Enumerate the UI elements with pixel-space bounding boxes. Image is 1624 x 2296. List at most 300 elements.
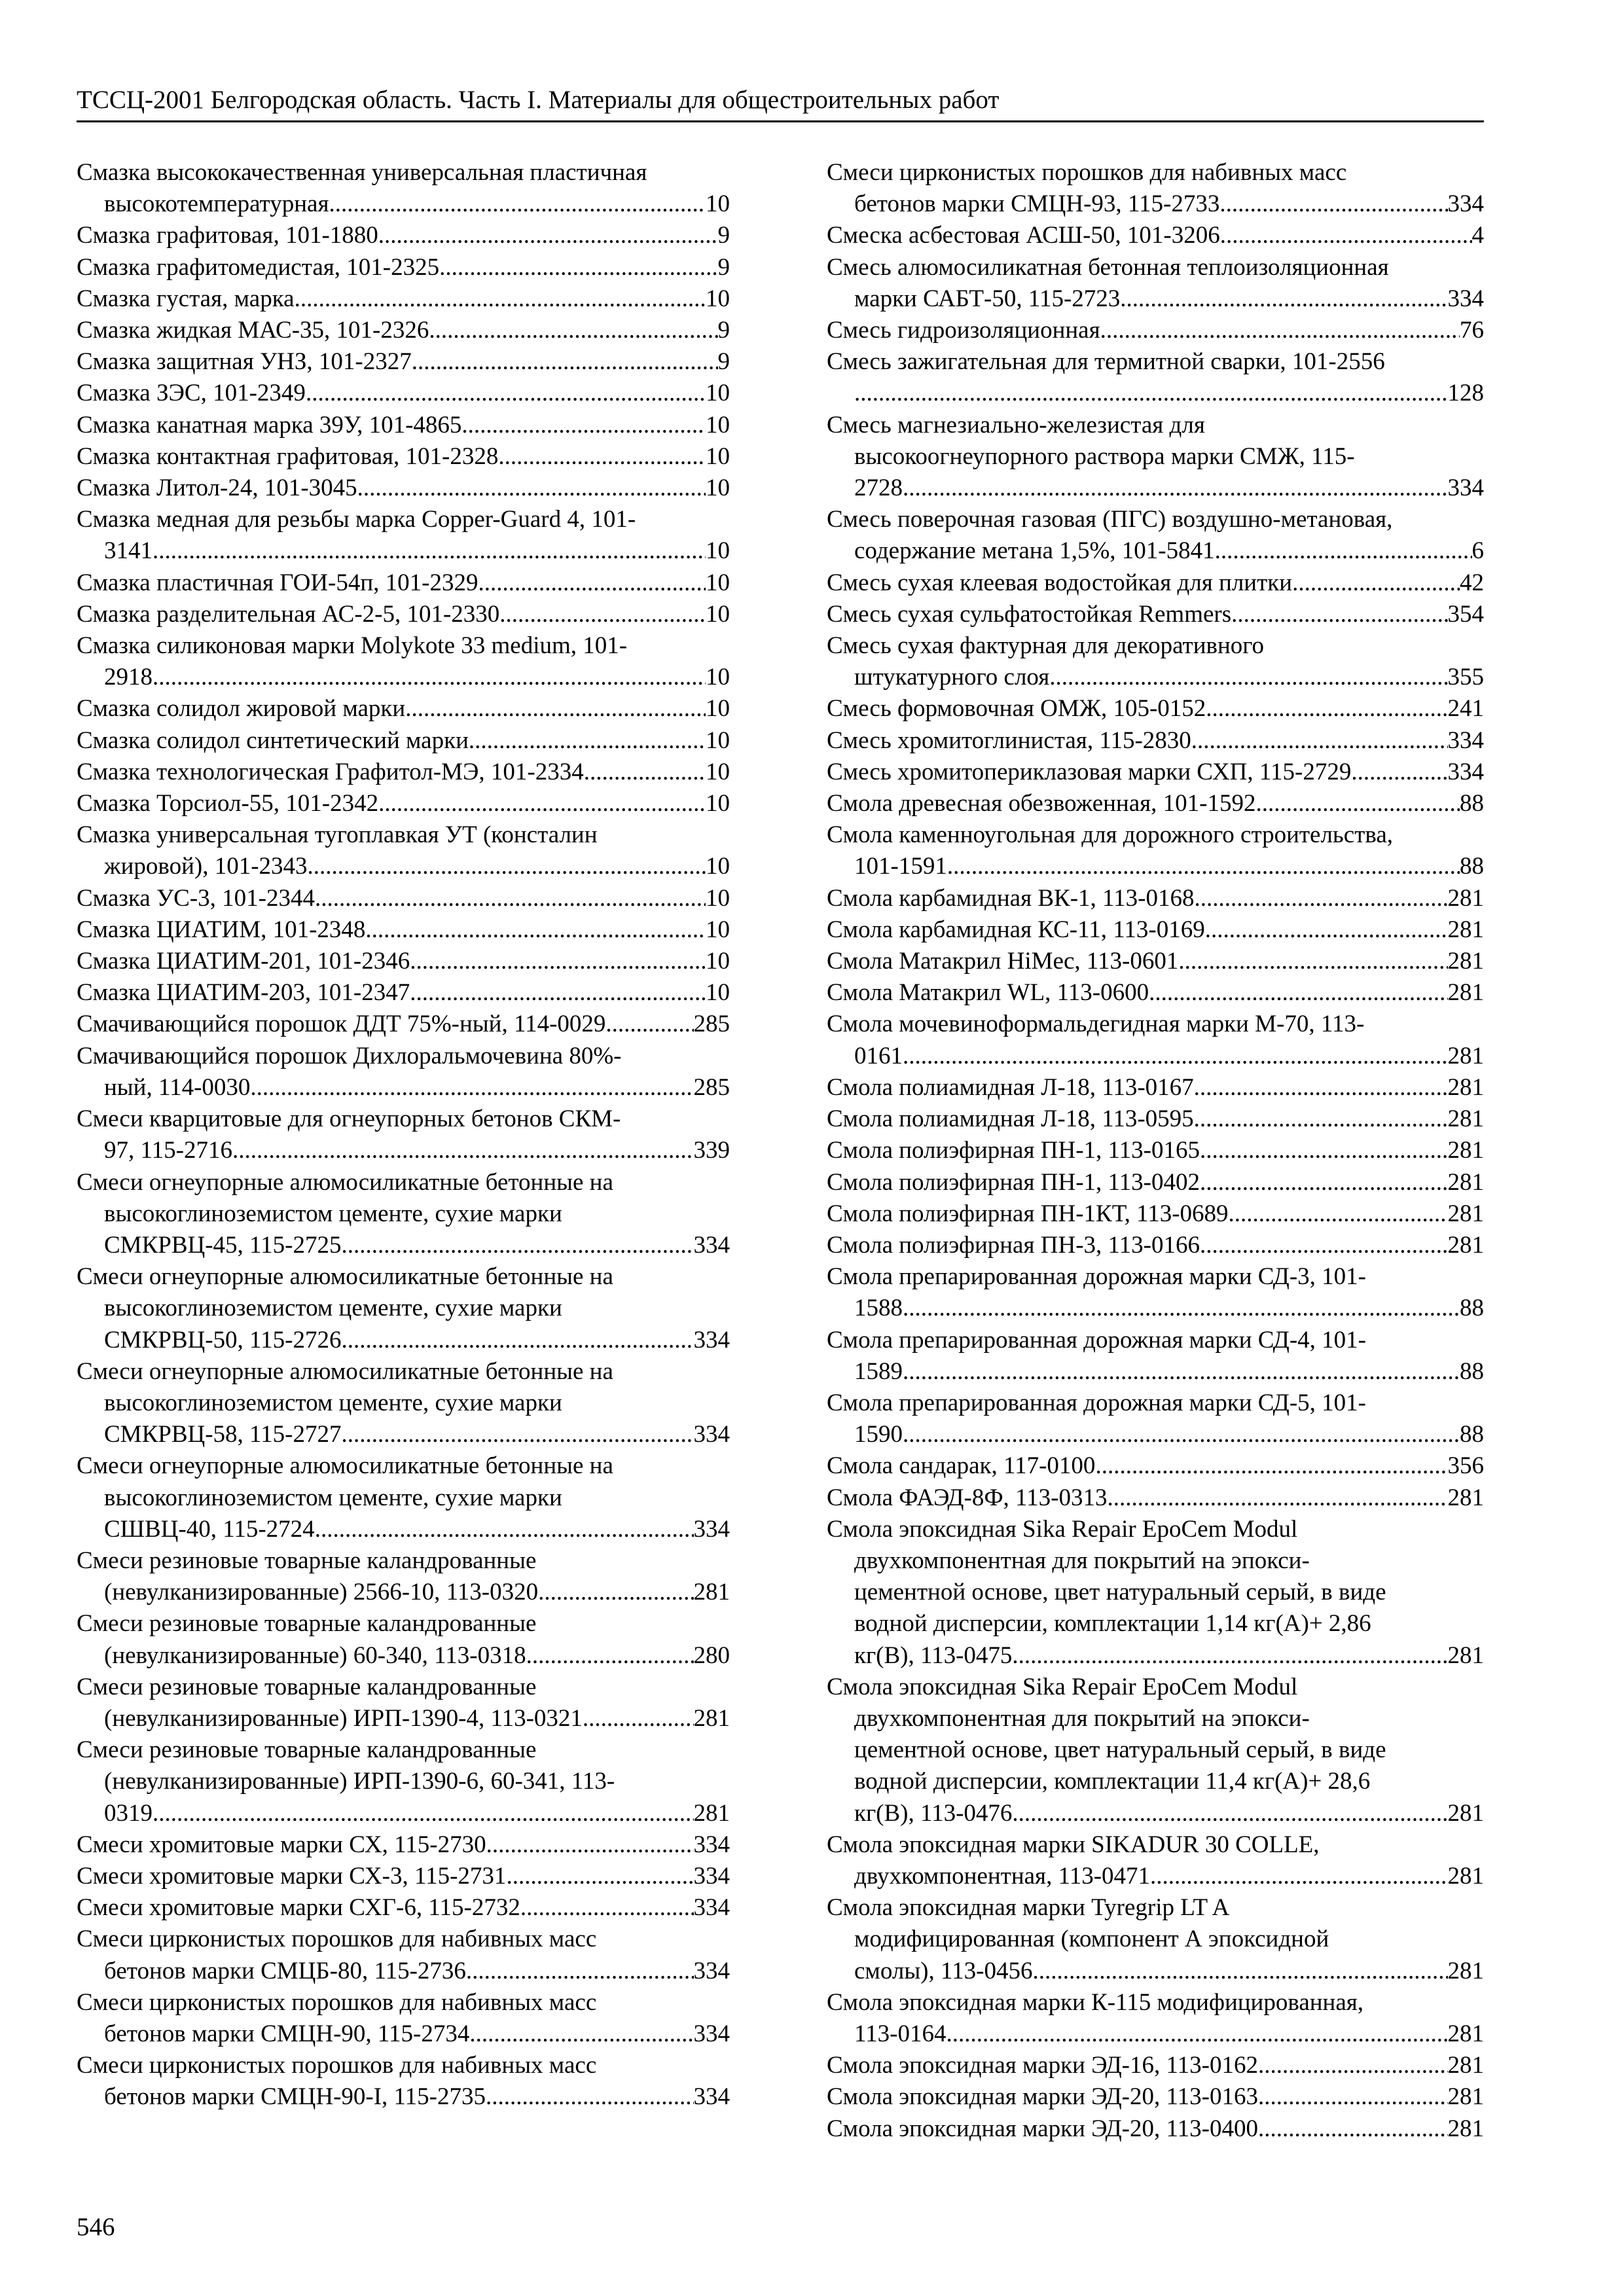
entry-text: ный, 114-0030 [104, 1073, 251, 1101]
entry-line [77, 1514, 730, 1545]
entry-text: Смеси резиновые товарные каландрованные [77, 1736, 537, 1764]
entry-text: Смазка солидол жировой марки [77, 695, 406, 723]
entry-text: двухкомпонентная для покрытий на эпокси- [854, 1547, 1310, 1574]
entry-text: модифицированная (компонент А эпоксидной [854, 1926, 1329, 1953]
entry-text: Смола карбамидная КС-11, 113-0169 [827, 916, 1205, 943]
entry-line [77, 851, 730, 882]
entry-line [827, 1356, 1484, 1388]
leader-dots [342, 1419, 694, 1450]
entry-page-ref: 88 [1460, 790, 1484, 817]
leader-dots [1194, 1072, 1448, 1103]
entry-text: Смесь хромитопериклазовая марки СХП, 115-2729. [827, 758, 1358, 785]
entry-text: Смесь хромитоглинистая, 115-2830 [827, 726, 1191, 754]
index-entry [827, 1198, 1484, 1230]
entry-text: водной дисперсии, комплектации 11,4 кг(А)+ 28,6 [854, 1768, 1371, 1795]
entry-text: Смеси огнеупорные алюмосиликатные бетонные на [77, 1357, 613, 1385]
entry-line [77, 1482, 730, 1514]
index-entry [77, 2050, 730, 2113]
entry-text: Смазка ЦИАТИМ-203, 101-2347 [77, 979, 410, 1007]
entry-text: содержание метана 1,5%, 101-5841 [854, 537, 1215, 565]
entry-text: Смазка технологическая Графитол-МЭ, 101-2334 [77, 758, 584, 785]
index-entry [77, 441, 730, 473]
entry-text: штукатурного слоя [854, 664, 1050, 691]
entry-line [77, 567, 730, 599]
entry-text: кг(В), 113-0476 [854, 1799, 1013, 1827]
leader-dots [439, 252, 717, 283]
entry-line [827, 725, 1484, 757]
index-entry [77, 220, 730, 251]
entry-text: 1588 [854, 1295, 903, 1322]
entry-line [827, 1041, 1484, 1072]
entry-text: 1589 [854, 1357, 903, 1385]
leader-dots [357, 473, 706, 504]
index-entry [77, 883, 730, 914]
index-entry [827, 788, 1484, 819]
entry-text: Смесь формовочная ОМЖ, 105-0152 [827, 695, 1206, 723]
entry-text: Смола эпоксидная марки SIKADUR 30 COLLE, [827, 1831, 1320, 1858]
entry-page-ref: 334 [1447, 190, 1484, 218]
entry-page-ref: 10 [706, 695, 730, 723]
index-column-left [77, 157, 730, 2113]
entry-line [827, 1956, 1484, 1987]
entry-page-ref: 281 [1447, 2115, 1484, 2142]
index-entry [77, 1356, 730, 1451]
entry-line [77, 1293, 730, 1324]
index-entry [77, 757, 730, 788]
entry-line [827, 819, 1484, 851]
entry-line [77, 819, 730, 851]
leader-dots [1032, 1956, 1447, 1987]
index-entry [77, 1924, 730, 1986]
entry-line [827, 252, 1484, 283]
entry-page-ref: 334 [693, 1957, 730, 1984]
entry-line [827, 1672, 1484, 1703]
leader-dots [1256, 788, 1460, 819]
index-entry [77, 1608, 730, 1671]
entry-page-ref: 334 [693, 1231, 730, 1259]
index-entry [77, 283, 730, 315]
leader-dots [342, 1325, 694, 1356]
entry-line [77, 1766, 730, 1797]
entry-text: Смеси цирконистых порошков для набивных масс [77, 1988, 597, 2016]
entry-page-ref: 9 [717, 348, 730, 376]
entry-line [77, 1829, 730, 1861]
entry-line [77, 1577, 730, 1608]
entry-line [77, 1009, 730, 1040]
header-rule [77, 120, 1484, 122]
entry-page-ref: 281 [1447, 1641, 1484, 1669]
entry-line [827, 220, 1484, 251]
entry-text: 1590 [854, 1421, 903, 1448]
entry-text: Смола Матакрил HiMec, 113-0601 [827, 948, 1179, 975]
entry-page-ref: 10 [706, 916, 730, 943]
index-entry [827, 315, 1484, 346]
entry-text: смолы), 113-0456 [854, 1957, 1033, 1984]
entry-page-ref: 281 [1447, 916, 1484, 943]
entry-line [827, 851, 1484, 882]
index-entry [827, 1230, 1484, 1261]
entry-page-ref: 76 [1460, 317, 1484, 344]
leader-dots [946, 2018, 1447, 2050]
entry-text: (невулканизированные) 60-340, 113-0318 [104, 1641, 526, 1669]
entry-line [77, 1103, 730, 1135]
entry-line [827, 1829, 1484, 1861]
entry-line [77, 1388, 730, 1419]
entry-page-ref: 285 [693, 1073, 730, 1101]
entry-text: Смола эпоксидная Sika Repair EpoCem Modul [827, 1673, 1298, 1700]
leader-dots [498, 441, 706, 473]
leader-dots [365, 914, 706, 946]
entry-line [77, 1072, 730, 1103]
entry-page-ref: 334 [693, 2083, 730, 2111]
entry-line [827, 188, 1484, 220]
entry-text: Смазка графитомедистая, 101-2325 [77, 253, 440, 281]
entry-line [827, 1261, 1484, 1293]
entry-page-ref: 281 [1447, 1137, 1484, 1164]
entry-page-ref: 10 [706, 475, 730, 502]
entry-text: 2918 [104, 664, 153, 691]
leader-dots [1200, 1167, 1448, 1198]
index-entry [827, 725, 1484, 757]
leader-dots [461, 410, 706, 441]
entry-line [827, 504, 1484, 535]
entry-line [77, 1734, 730, 1766]
leader-dots [1206, 693, 1447, 725]
entry-line [77, 1041, 730, 1072]
entry-text: Смесь сухая сульфатостойкая Remmers [827, 600, 1232, 628]
entry-page-ref: 281 [1447, 1168, 1484, 1196]
entry-line [77, 1419, 730, 1450]
entry-page-ref: 10 [706, 758, 730, 785]
entry-text: СМКРВЦ-45, 115-2725 [104, 1231, 342, 1259]
entry-line [77, 535, 730, 567]
index-entry [77, 1167, 730, 1262]
entry-text: Смачивающийся порошок Дихлоральмочевина 80%- [77, 1042, 622, 1069]
entry-page-ref: 10 [706, 569, 730, 596]
entry-line [77, 630, 730, 662]
entry-text: 2728 [854, 475, 903, 502]
entry-line [827, 1924, 1484, 1955]
leader-dots [506, 1861, 693, 1892]
index-entry [827, 1987, 1484, 2050]
leader-dots [308, 851, 706, 882]
entry-line [77, 473, 730, 504]
entry-text: Смеси хромитовые марки СХГ-6, 115-2732 [77, 1894, 520, 1922]
entry-line [827, 1009, 1484, 1040]
index-entry [77, 599, 730, 630]
entry-line [77, 1167, 730, 1198]
entry-text: цементной основе, цвет натуральный серый, в виде [854, 1579, 1386, 1606]
index-entry [77, 1103, 730, 1166]
entry-text: Смазка силиконовая марки Molykote 33 medium, 101- [77, 632, 628, 660]
entry-page-ref: 334 [1447, 726, 1484, 754]
leader-dots [1095, 1450, 1447, 1482]
index-entry [827, 252, 1484, 315]
entry-line [77, 1703, 730, 1734]
entry-text: Смазка медная для резьбы марка Copper-Guard 4, 101- [77, 506, 636, 533]
leader-dots [1178, 946, 1447, 977]
entry-line [827, 1135, 1484, 1166]
entry-text: Смола эпоксидная марки Tyregrip LT A [827, 1894, 1230, 1922]
index-entry [827, 567, 1484, 599]
index-entry [77, 788, 730, 819]
leader-dots [1100, 315, 1460, 346]
entry-line [827, 2050, 1484, 2081]
entry-page-ref: 334 [693, 1894, 730, 1922]
entry-line [827, 1798, 1484, 1829]
entry-line [77, 315, 730, 346]
index-column-right [827, 157, 1484, 2145]
index-entry [827, 1261, 1484, 1324]
entry-text: 0319 [104, 1799, 153, 1827]
entry-page-ref: 88 [1460, 1295, 1484, 1322]
index-entry [827, 410, 1484, 505]
entry-page-ref: 334 [1447, 285, 1484, 312]
entry-line [827, 315, 1484, 346]
entry-text: Смазка универсальная тугоплавкая УТ (консталин [77, 821, 598, 849]
entry-line [77, 1545, 730, 1577]
entry-line [827, 662, 1484, 693]
leader-dots [315, 883, 706, 914]
entry-page-ref: 128 [1447, 380, 1484, 407]
entry-page-ref: 10 [706, 884, 730, 912]
entry-text: Смола полиамидная Л-18, 113-0167 [827, 1073, 1194, 1101]
entry-text: Смазка защитная УНЗ, 101-2327 [77, 348, 412, 376]
leader-dots [466, 1956, 694, 1987]
entry-line [77, 1230, 730, 1261]
index-entry [77, 1734, 730, 1829]
leader-dots [1229, 1198, 1448, 1230]
entry-page-ref: 334 [693, 2020, 730, 2047]
entry-line [827, 914, 1484, 946]
entry-text: Смесь зажигательная для термитной сварки, 101-2556 [827, 348, 1385, 376]
entry-text: жировой), 101-2343 [104, 853, 308, 880]
index-entry [827, 1135, 1484, 1166]
index-entry [77, 378, 730, 409]
entry-page-ref: 334 [693, 1862, 730, 1890]
entry-line [77, 504, 730, 535]
entry-page-ref: 6 [1471, 537, 1484, 565]
leader-dots [1194, 1103, 1448, 1135]
entry-page-ref: 281 [693, 1799, 730, 1827]
entry-page-ref: 334 [1447, 475, 1484, 502]
entry-text: Смола древесная обезвоженная, 101-1592 [827, 790, 1256, 817]
leader-dots [1150, 1861, 1447, 1892]
entry-line [77, 757, 730, 788]
index-entry [827, 1892, 1484, 1987]
leader-dots [1149, 977, 1447, 1009]
entry-text: бетонов марки СМЦН-93, 115-2733 [854, 190, 1220, 218]
entry-page-ref: 334 [693, 1831, 730, 1858]
entry-line [827, 1450, 1484, 1482]
index-entry [827, 599, 1484, 630]
index-entry [77, 1892, 730, 1924]
entry-page-ref: 281 [1447, 948, 1484, 975]
entry-page-ref: 334 [693, 1515, 730, 1543]
entry-line [827, 1577, 1484, 1608]
entry-text: высокотемпературная [104, 190, 329, 218]
entry-line [827, 283, 1484, 315]
index-entry [77, 346, 730, 378]
entry-text: цементной основе, цвет натуральный серый, в виде [854, 1736, 1386, 1764]
leader-dots [153, 662, 706, 693]
entry-line [827, 473, 1484, 504]
entry-page-ref: 281 [1447, 1105, 1484, 1133]
index-entry [77, 819, 730, 882]
index-entry [77, 1829, 730, 1861]
leader-dots [903, 1293, 1460, 1324]
leader-dots [1219, 188, 1447, 220]
index-entry [77, 725, 730, 757]
entry-text: Смола эпоксидная марки ЭД-20, 113-0163 [827, 2083, 1258, 2111]
entry-line [827, 410, 1484, 441]
index-entry [827, 2113, 1484, 2145]
entry-line [827, 1703, 1484, 1734]
entry-text: Смола ФАЭД-8Ф, 113-0313 [827, 1484, 1108, 1511]
leader-dots [478, 567, 706, 599]
entry-text: Смазка канатная марка 39У, 101-4865 [77, 411, 462, 439]
index-entry [827, 630, 1484, 693]
entry-line [77, 1261, 730, 1293]
index-entry [827, 1103, 1484, 1135]
leader-dots [1358, 757, 1448, 788]
entry-text: Смеси кварцитовые для огнеупорных бетонов СКМ- [77, 1105, 621, 1133]
leader-dots [583, 1703, 694, 1734]
index-entry [77, 252, 730, 283]
entry-text: Смесь поверочная газовая (ПГС) воздушно-метановая, [827, 506, 1393, 533]
index-entry [827, 1829, 1484, 1892]
leader-dots [903, 473, 1448, 504]
entry-line [77, 883, 730, 914]
index-entry [827, 883, 1484, 914]
entry-line [827, 1230, 1484, 1261]
entry-line [827, 1103, 1484, 1135]
index-entry [827, 1450, 1484, 1482]
entry-text: (невулканизированные) ИРП-1390-4, 113-0321 [104, 1704, 583, 1732]
entry-page-ref: 10 [706, 380, 730, 407]
leader-dots [584, 757, 706, 788]
leader-dots [329, 188, 706, 220]
entry-page-ref: 281 [1447, 1231, 1484, 1259]
index-entry [827, 757, 1484, 788]
entry-text: Смола полиэфирная ПН-1КТ, 113-0689 [827, 1200, 1229, 1227]
entry-page-ref: 10 [706, 726, 730, 754]
leader-dots [250, 1072, 693, 1103]
entry-line [827, 1734, 1484, 1766]
entry-page-ref: 281 [1447, 979, 1484, 1007]
index-entry [77, 946, 730, 977]
leader-dots [1200, 1135, 1448, 1166]
entry-page-ref: 281 [693, 1579, 730, 1606]
index-entry [77, 1041, 730, 1103]
entry-line [827, 788, 1484, 819]
entry-page-ref: 281 [1447, 1073, 1484, 1101]
index-entry [77, 1261, 730, 1356]
entry-text: Смазка Торсиол-55, 101-2342 [77, 790, 379, 817]
index-entry [827, 157, 1484, 220]
entry-text: Смеси огнеупорные алюмосиликатные бетонные на [77, 1263, 613, 1291]
entry-line [827, 1640, 1484, 1672]
entry-line [77, 1450, 730, 1482]
leader-dots [1258, 2113, 1448, 2145]
entry-line [827, 2081, 1484, 2113]
entry-text: высокоглиноземистом цементе, сухие марки [104, 1295, 562, 1322]
leader-dots [526, 1640, 694, 1672]
entry-line [827, 1766, 1484, 1797]
entry-line [77, 725, 730, 757]
leader-dots [1220, 220, 1472, 251]
entry-text: Смазка солидол синтетический марки [77, 726, 469, 754]
entry-line [77, 378, 730, 409]
entry-text: бетонов марки СМЦН-90-I, 115-2735 [104, 2083, 486, 2111]
index-entry [827, 819, 1484, 882]
leader-dots [486, 2081, 693, 2113]
entry-line [827, 1198, 1484, 1230]
entry-line [827, 441, 1484, 473]
leader-dots [903, 1419, 1460, 1450]
entry-page-ref: 10 [706, 411, 730, 439]
leader-dots [378, 220, 718, 251]
entry-text: 3141 [104, 537, 153, 565]
index-entry [827, 1072, 1484, 1103]
index-entry [827, 2081, 1484, 2113]
entry-line [827, 599, 1484, 630]
entry-text: 113-0164 [854, 2020, 947, 2047]
entry-line [77, 1672, 730, 1703]
entry-text: двухкомпонентная для покрытий на эпокси- [854, 1704, 1310, 1732]
entry-text: 97, 115-2716 [104, 1137, 232, 1164]
entry-line [77, 2050, 730, 2081]
entry-text: Смола каменноугольная для дорожного строительства, [827, 821, 1394, 849]
entry-page-ref: 281 [1447, 1957, 1484, 1984]
leader-dots [486, 1829, 694, 1861]
leader-dots [1292, 567, 1460, 599]
entry-page-ref: 10 [706, 790, 730, 817]
entry-text: Смазка ЦИАТИМ-201, 101-2346 [77, 948, 410, 975]
leader-dots [1049, 662, 1447, 693]
leader-dots [315, 1514, 694, 1545]
entry-page-ref: 9 [717, 317, 730, 344]
entry-line [77, 1861, 730, 1892]
entry-line [77, 1798, 730, 1829]
entry-line [77, 946, 730, 977]
entry-text: Смола эпоксидная Sika Repair EpoCem Modul [827, 1515, 1298, 1543]
entry-text: СШВЦ-40, 115-2724 [104, 1515, 315, 1543]
leader-dots [1258, 2050, 1448, 2081]
entry-text: Смачивающийся порошок ДДТ 75%-ный, 114-0029 [77, 1011, 606, 1038]
entry-page-ref: 9 [717, 253, 730, 281]
index-entry [77, 1009, 730, 1040]
entry-line [77, 977, 730, 1009]
entry-text: Смеси хромитовые марки СХ, 115-2730 [77, 1831, 486, 1858]
leader-dots [1231, 599, 1447, 630]
entry-text: Смазка ЦИАТИМ, 101-2348 [77, 916, 366, 943]
entry-text: Смола полиэфирная ПН-3, 113-0166 [827, 1231, 1200, 1259]
index-entry [827, 504, 1484, 567]
index-entry [827, 1325, 1484, 1388]
page-header [77, 84, 1484, 122]
entry-page-ref: 281 [693, 1704, 730, 1732]
entry-line [827, 157, 1484, 188]
entry-line [827, 757, 1484, 788]
leader-dots [153, 535, 706, 567]
entry-page-ref: 10 [706, 285, 730, 312]
leader-dots [854, 378, 1448, 409]
entry-line [827, 1325, 1484, 1356]
entry-page-ref: 281 [1447, 1484, 1484, 1511]
index-entry [77, 1672, 730, 1734]
entry-line [77, 1135, 730, 1166]
